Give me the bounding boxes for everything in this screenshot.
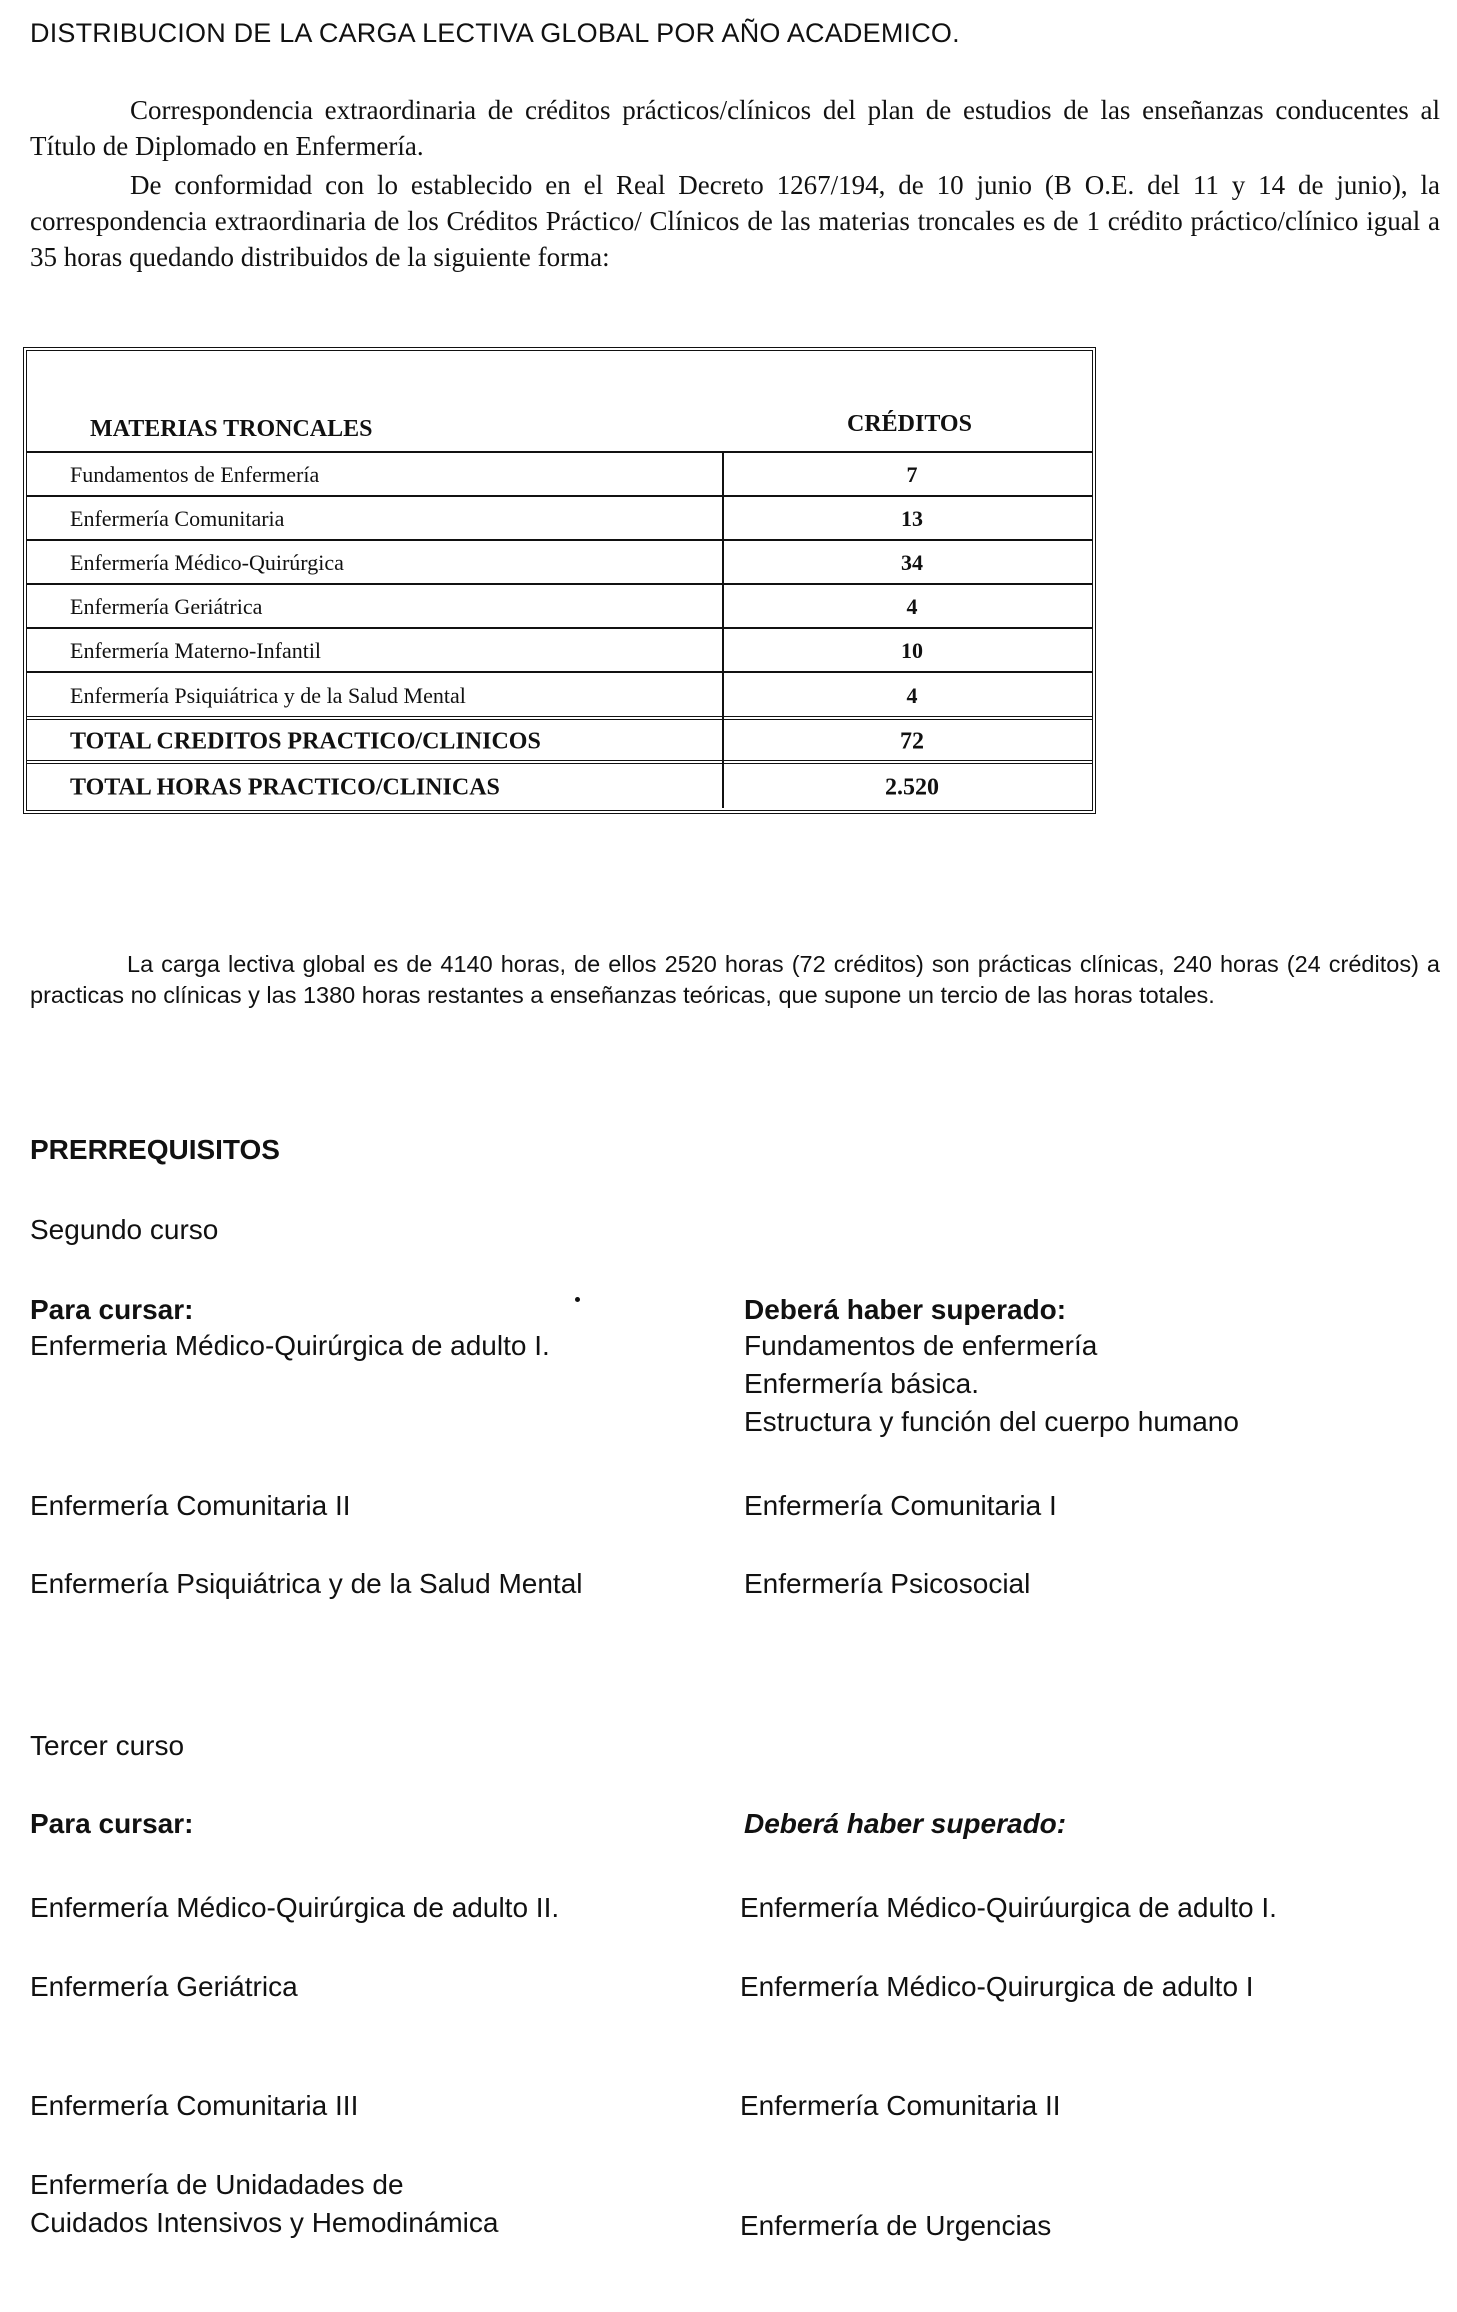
prereq-course: Enfermería Geriátrica	[30, 1971, 298, 2002]
table-cell-credits: 34	[901, 550, 923, 575]
prerequisites-heading: PRERREQUISITOS	[30, 1134, 280, 1165]
table-cell-credits: 4	[906, 682, 918, 708]
document-title: DISTRIBUCION DE LA CARGA LECTIVA GLOBAL POR AÑO ACADEMICO.	[30, 18, 960, 48]
prereq-course: Enfermería Psiquiátrica y de la Salud Mental	[30, 1568, 583, 1599]
table-header-subject: MATERIAS TRONCALES	[90, 416, 373, 442]
prereq-required: Fundamentos de enfermería	[744, 1330, 1098, 1361]
table-row	[27, 539, 1092, 585]
second-year-right-header	[744, 1294, 1066, 1326]
stray-dot	[575, 1297, 580, 1302]
table-cell-credits: 7	[906, 462, 918, 487]
table-cell-credits: 4	[906, 594, 918, 619]
table-cell-subject: Fundamentos de Enfermería	[70, 462, 320, 487]
table-total-row	[27, 716, 1092, 764]
prereq-course: Enfermería Comunitaria III	[30, 2090, 359, 2121]
table-cell-subject: Enfermería Médico-Quirúrgica	[70, 550, 344, 575]
prereq-required: Enfermería Médico-Quirúurgica de adulto I.	[740, 1892, 1277, 1923]
summary-paragraph: La carga lectiva global es de 4140 horas, de ellos 2520 horas (72 créditos) son prácticas clínicas, 240 horas (24 créditos) a practicas no clínicas y las 1380 horas restantes a enseñanzas teóricas, que supone un tercio de las horas totales.	[30, 951, 1440, 1008]
second-year-label: Segundo curso	[30, 1214, 219, 1245]
table-total-value: 72	[900, 728, 924, 755]
table-row	[27, 671, 1092, 718]
prereq-course: Enfermería Médico-Quirúrgica de adulto II.	[30, 1892, 560, 1923]
credits-table	[23, 347, 1096, 814]
prereq-course: Enfermeria Médico-Quirúrgica de adulto I.	[30, 1330, 550, 1361]
table-cell-subject: Enfermería Psiquiátrica y de la Salud Mental	[70, 682, 466, 708]
prereq-required: Estructura y función del cuerpo humano	[744, 1406, 1239, 1437]
prereq-required: Enfermería Comunitaria II	[740, 2090, 1061, 2121]
table-row	[27, 583, 1092, 629]
second-year-left-header: Para cursar:	[30, 1294, 194, 1325]
prereq-course-line: Cuidados Intensivos y Hemodinámica	[30, 2207, 499, 2238]
table-total-label: TOTAL HORAS PRACTICO/CLINICAS	[70, 774, 500, 801]
prereq-required: Enfermería Médico-Quirurgica de adulto I	[740, 1971, 1254, 2002]
prereq-course: Enfermería Comunitaria II	[30, 1490, 351, 1521]
intro-paragraph-1: Correspondencia extraordinaria de créditos prácticos/clínicos del plan de estudios de las enseñanzas conducentes al Título de Diplomado en Enfermería.	[30, 95, 1440, 161]
table-row	[27, 495, 1092, 541]
prereq-course-line: Enfermería de Unidadades de	[30, 2169, 404, 2200]
table-cell-subject: Enfermería Geriátrica	[70, 594, 263, 619]
table-total-value: 2.520	[885, 774, 939, 801]
table-total-label: TOTAL CREDITOS PRACTICO/CLINICOS	[70, 728, 541, 755]
prereq-required: Enfermería de Urgencias	[740, 2210, 1052, 2241]
table-row	[27, 627, 1092, 673]
second-year-right-header-text: Deberá haber superado:	[744, 1294, 1067, 1325]
third-year-right-header: Deberá haber superado:	[744, 1808, 1067, 1839]
table-cell-credits: 10	[901, 638, 923, 663]
third-year-label: Tercer curso	[30, 1730, 185, 1761]
prereq-required: Enfermería Psicosocial	[744, 1568, 1031, 1599]
intro-paragraph-2: De conformidad con lo establecido en el Real Decreto 1267/194, de 10 junio (B O.E. del 11 y 14 de junio), la correspondencia extraordinaria de los Créditos Práctico/ Clínicos de las materias troncales es de 1 crédito práctico/clínico igual a 35 horas quedando distribuidos de la siguiente forma:	[30, 170, 1440, 272]
table-cell-subject: Enfermería Comunitaria	[70, 506, 285, 531]
third-year-left-header: Para cursar:	[30, 1808, 194, 1839]
table-header-credits: CRÉDITOS	[847, 411, 972, 437]
prereq-required: Enfermería básica.	[744, 1368, 979, 1399]
table-total-row	[27, 760, 1092, 812]
table-cell-subject: Enfermería Materno-Infantil	[70, 638, 322, 663]
prereq-required: Enfermería Comunitaria I	[744, 1490, 1057, 1521]
table-row	[27, 451, 1092, 497]
table-cell-credits: 13	[901, 506, 923, 531]
